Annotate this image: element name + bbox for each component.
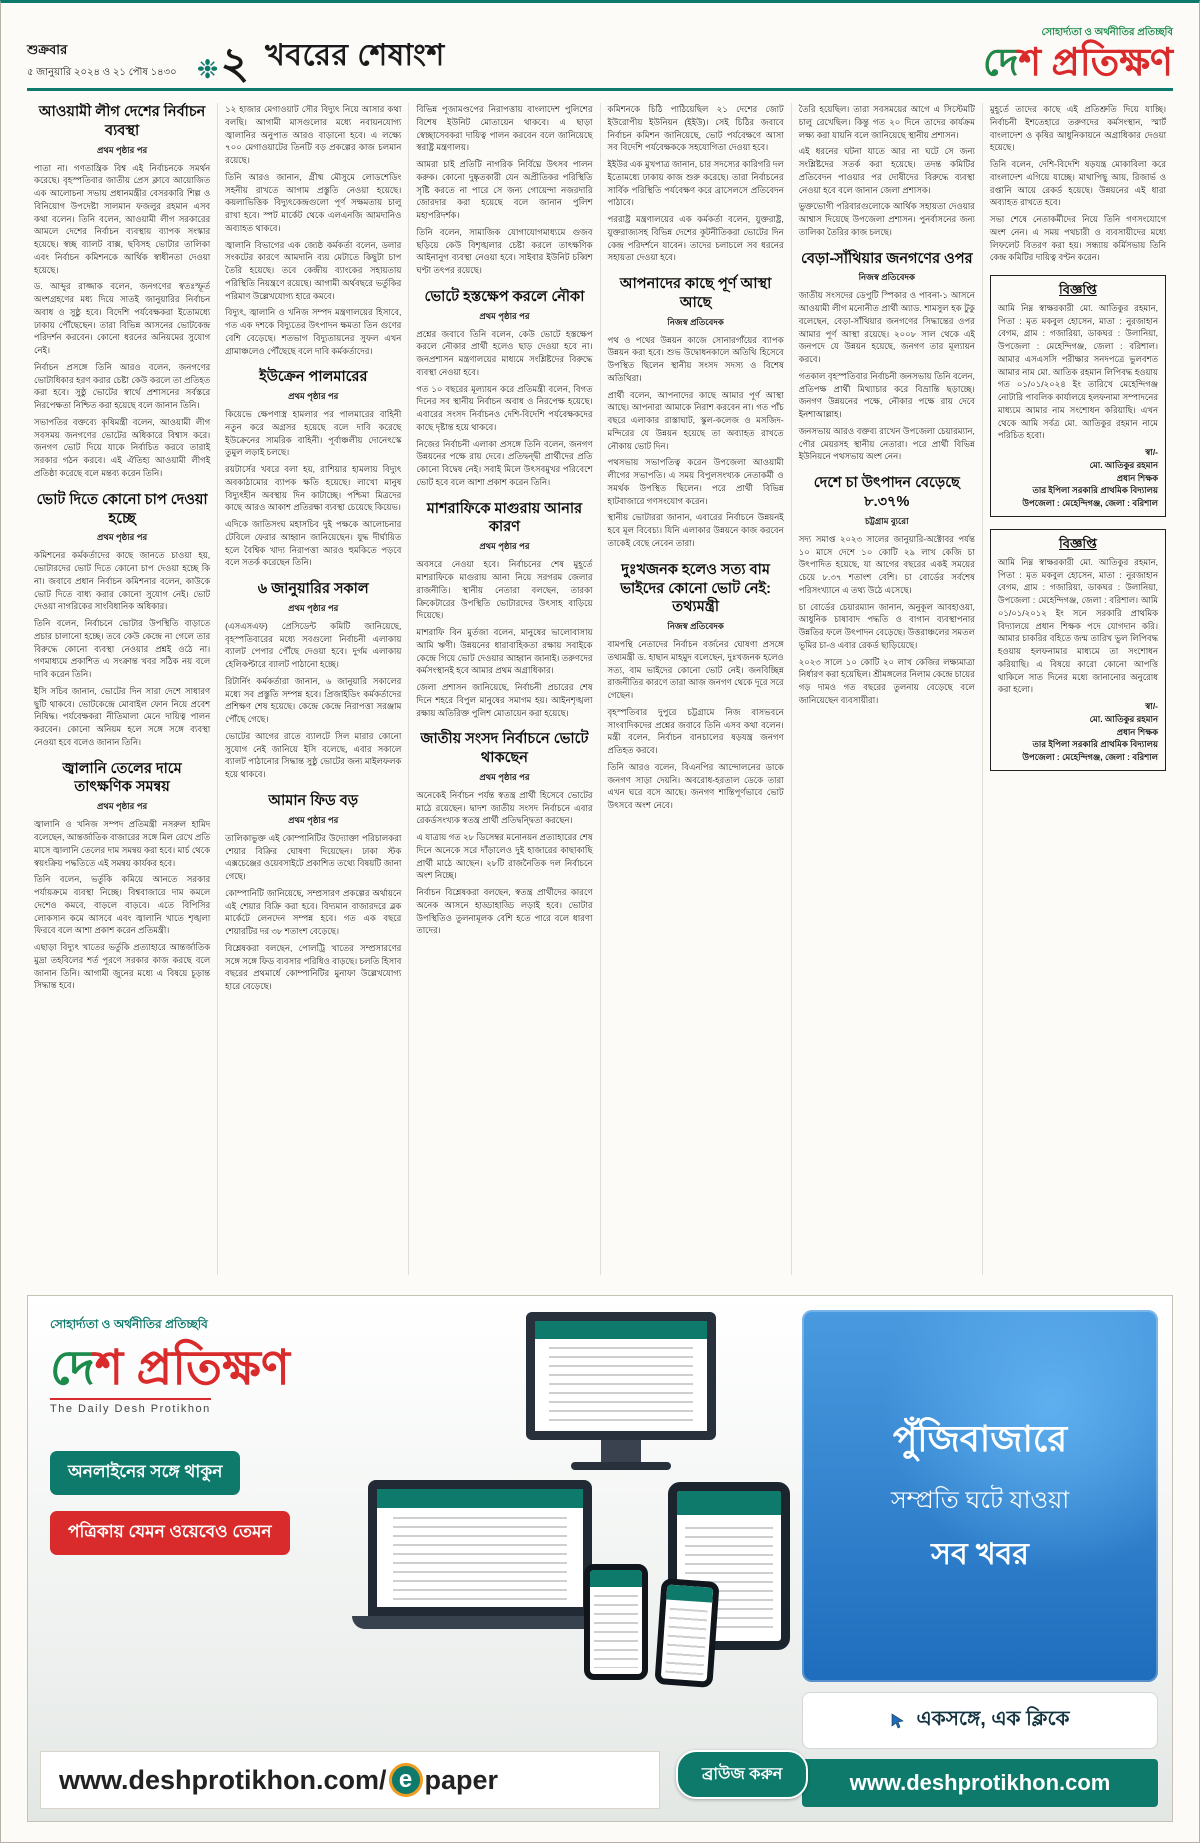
epaper-url (40, 1751, 660, 1809)
columns (27, 103, 1173, 1275)
phone-mockup-1 (584, 1564, 648, 1680)
article-headline: বিজ্ঞপ্তি (1059, 282, 1097, 297)
signature-line: স্বা/- (1145, 447, 1159, 458)
page-number: ২ (220, 38, 250, 88)
signature-line: প্রধান শিক্ষক (1116, 472, 1159, 483)
laptop-base (352, 1616, 608, 1629)
article-paragraph: আমরা চাই প্রতিটি নাগরিক নির্বিঘ্নে উৎসব পালন করুক। কোনো দুষ্কৃতকারী যেন অপ্রীতিকর পরিস্থিতি সৃষ্টি করতে না পারে সে জন্য গোয়েন্দা নজরদারি জোরদার করা হয়েছে বলে জানান পুলিশ মহাপরিদর্শক। (416, 159, 593, 220)
article-paragraph: পথ ও পথের উন্নয়ন কাজে সোনারগাঁয়ের ব্যাপক উন্নয়ন করা হবে। শুভ উদ্বোধনকালে অতিথি হিসেবে উপস্থিত ছিলেন স্থানীয় সংসদ সদস্য ও বিশেষ অতিথিরা। (607, 334, 784, 383)
date-block (27, 41, 177, 82)
article (608, 103, 784, 264)
signature-line: মো. আতিকুর রহমান (1089, 713, 1159, 724)
article-paragraph: তিনি আরও জানান, গ্রীষ্ম মৌসুমে লোডশেডিং সহনীয় রাখতে আগাম প্রস্তুতি নেওয়া হয়েছে। কয়লাভিত্তিক বিদ্যুৎকেন্দ্রগুলো পূর্ণ সক্ষমতায় চালু রাখা হবে। স্পট মার্কেট থেকে এলএনজি আমদানিও অব্যাহত থাকবে। (225, 171, 402, 233)
article (34, 760, 210, 992)
article-kicker: প্রথম পৃষ্ঠার পর (479, 541, 530, 552)
article-headline: ভোটে হস্তক্ষেপ করলে নৌকা (424, 288, 585, 305)
desktop-base (571, 1462, 671, 1470)
article-headline: ভোট দিতে কোনো চাপ দেওয়া হচ্ছে (36, 491, 208, 527)
article-paragraph: বামপন্থি নেতাদের নির্বাচন বর্জনের ঘোষণা প্রসঙ্গে তথ্যমন্ত্রী ড. হাছান মাহমুদ বলেছেন, দুঃখজনক হলেও সত্য, বাম ভাইদের কোনো ভোট নেই। জনবিচ্ছিন্ন রাজনীতির কারণে তারা আজ জনগণ থেকে দূরে সরে গেছেন। (607, 639, 784, 701)
article-headline: দুঃখজনক হলেও সত্য বাম ভাইদের কোনো ভোট নেই: তথ্যমন্ত্রী (620, 561, 771, 616)
article-paragraph: জ্বালানি ও খনিজ সম্পদ প্রতিমন্ত্রী নসরুল হামিদ বলেছেন, আন্তর্জাতিক বাজারের সঙ্গে মিল রেখে প্রতি মাসে জ্বালানি তেলের দাম সমন্বয় করা হবে। মার্চ থেকে স্বয়ংক্রিয় পদ্ধতিতে এই সমন্বয় কার্যকর হবে। (34, 819, 211, 868)
article-paragraph: ভুক্তভোগী পরিবারগুলোকে আর্থিক সহায়তা দেওয়ার আশ্বাস দিয়েছে উপজেলা প্রশাসন। পুনর্বাসনের জন্য তালিকা তৈরির কাজ চলছে। (798, 201, 975, 237)
epaper-url-suffix: paper (424, 1764, 499, 1795)
article-kicker: প্রথম পৃষ্ঠার পর (479, 310, 530, 321)
article-kicker: প্রথম পৃষ্ঠার পর (288, 391, 339, 402)
page-header (27, 25, 1173, 91)
article-paragraph: রিটার্নিং কর্মকর্তারা জানান, ৬ জানুয়ারি সকালের মধ্যে সব প্রস্তুতি সম্পন্ন হবে। প্রিজাইডিং কর্মকর্তাদের প্রশিক্ষণ শেষ হয়েছে। কেন্দ্রে কেন্দ্রে নিরাপত্তা সরঞ্জাম পৌঁছে গেছে। (225, 675, 402, 725)
column-5 (791, 103, 982, 1275)
article-paragraph: বিদ্যুৎ, জ্বালানি ও খনিজ সম্পদ মন্ত্রণালয়ের হিসাবে, গত এক দশকে বিদ্যুতের উৎপাদন ক্ষমতা তিন গুণের বেশি বেড়েছে। শতভাগ বিদ্যুতায়নের সুফল এখন গ্রামাঞ্চলেও পৌঁছেছে বলে দাবি কর্মকর্তাদের। (225, 307, 402, 356)
article-paragraph: এছাড়া বিদ্যুৎ খাতের ভর্তুকি প্রত্যাহারে আন্তর্জাতিক মুদ্রা তহবিলের শর্ত পূরণে সরকার কাজ করছে বলে জানান তিনি। আগামী জুনের মধ্যে এ বিষয়ে চূড়ান্ত সিদ্ধান্ত হবে। (34, 942, 211, 991)
article-kicker: প্রথম পৃষ্ঠার পর (96, 144, 148, 155)
date-label: ৫ জানুয়ারি ২০২৪ ও ২১ পৌষ ১৪৩০ (27, 67, 177, 78)
self-promo-ad (27, 1295, 1173, 1822)
promo-line-1: পুঁজিবাজারে (892, 1417, 1068, 1459)
desktop-mockup (526, 1312, 716, 1440)
article-paragraph: আমি নিম্ন স্বাক্ষরকারী মো. আতিকুর রহমান, পিতা : মৃত মকবুল হোসেন, মাতা : নুরজাহান বেগম, গ্রাম : গজারিয়া, ডাকঘর : উলানিয়া, উপজেলা : মেহেন্দিগঞ্জ, জেলা : বরিশাল। আমার এসএসসি পরীক্ষার সনদপত্রে ভুলবশত আমার নাম মো. আতিক রহমান লিপিবদ্ধ হওয়ায় গত ০১/০১/২০২৪ ইং তারিখে মেহেন্দিগঞ্জ নোটারি পাবলিক কার্যালয়ে হলফনামা সম্পাদনের মাধ্যমে আমার নাম সংশোধন করিয়াছি। এখন থেকে আমি সর্বত্র মো. আতিকুর রহমান নামে পরিচিত হবো। (997, 302, 1159, 441)
ad-printweb-bar: পত্রিকায় যেমন ওয়েবেও তেমন (50, 1511, 290, 1555)
signature-line: তার ইপিলা সরকারি প্রাথমিক বিদ্যালয় (1032, 739, 1159, 750)
article-headline: আপনাদের কাছে পূর্ণ আস্থা আছে (619, 276, 772, 311)
article-paragraph: পররাষ্ট্র মন্ত্রণালয়ের এক কর্মকর্তা বলেন, যুক্তরাষ্ট্র, যুক্তরাজ্যসহ বিভিন্ন দেশের কূটনীতিকরা ভোটের দিন কেন্দ্র পরিদর্শনে যাবেন। তাদের চলাচলে সব ধরনের সহায়তা দেওয়া হবে। (607, 214, 784, 263)
article-paragraph: প্রশ্নের জবাবে তিনি বলেন, কেউ ভোটে হস্তক্ষেপ করলে নৌকার প্রার্থী হলেও ছাড় দেওয়া হবে না। জনপ্রশাসন মন্ত্রণালয়ের মাধ্যমে সংশ্লিষ্টদের বিরুদ্ধে ব্যবস্থা নেওয়া হবে। (416, 328, 593, 377)
article-paragraph: তিনি বলেন, নির্বাচনে ভোটার উপস্থিতি বাড়াতে প্রচার চালানো হচ্ছে। তবে কেউ কেন্দ্রে না গেলে তার বিরুদ্ধে কোনো ব্যবস্থা নেওয়ার প্রশ্নই ওঠে না। গণমাধ্যমে প্রকাশিত এ সংক্রান্ত খবর সঠিক নয় বলে দাবি করেন তিনি। (34, 618, 211, 680)
article-paragraph: তিনি বলেন, ভর্তুকি কমিয়ে আনতে সরকার পর্যায়ক্রমে ব্যবস্থা নিচ্ছে। বিশ্ববাজারে দাম কমলে দেশেও কমবে, বাড়লে বাড়বে। এতে বিপিসির লোকসান কমে আসবে এবং জ্বালানি খাতে শৃঙ্খলা ফিরবে বলে আশা প্রকাশ করেন প্রতিমন্ত্রী। (34, 874, 211, 936)
article (416, 500, 592, 720)
site-url: www.deshprotikhon.com (802, 1759, 1158, 1807)
article (34, 491, 210, 749)
article-paragraph: সভাপতির বক্তব্যে কৃষিমন্ত্রী বলেন, আওয়ামী লীগ সবসময় জনগণের ভোটের অধিকারে বিশ্বাস করে। জনগণ ভোট দিয়ে যাকে নির্বাচিত করবে তারাই সরকার গঠন করবে। এই ঐতিহ্য আওয়ামী লীগই প্রতিষ্ঠা করেছে বলে মন্তব্য করেন তিনি। (34, 416, 211, 478)
article-paragraph: এ যাত্রায় গত ২৮ ডিসেম্বর মনোনয়ন প্রত্যাহারের শেষ দিনে অনেকে সরে দাঁড়ালেও দুই হাজারের কাছাকাছি প্রার্থী মাঠে আছেন। ২৮টি রাজনৈতিক দল নির্বাচনে অংশ নিচ্ছে। (416, 832, 593, 881)
article-paragraph: অনেকেই নির্বাচন পর্যন্ত স্বতন্ত্র প্রার্থী হিসেবে ভোটের মাঠে রয়েছেন। দ্বাদশ জাতীয় সংসদ নির্বাচনে এবার রেকর্ডসংখ্যক স্বতন্ত্র প্রার্থী প্রতিদ্বন্দ্বিতা করছেন। (416, 789, 593, 826)
article (799, 474, 975, 706)
column-4 (600, 103, 791, 1275)
article (990, 103, 1166, 264)
article (416, 288, 592, 489)
promo-line-2: সম্প্রতি ঘটে যাওয়া (890, 1486, 1070, 1514)
article-headline: জ্বালানি তেলের দামে তাৎক্ষণিক সমন্বয় (62, 760, 182, 796)
laptop-mockup (368, 1480, 592, 1616)
article-kicker: প্রথম পৃষ্ঠার পর (288, 814, 339, 825)
article-headline: জাতীয় সংসদ নির্বাচনে ভোটে থাকছেন (420, 731, 589, 767)
article (225, 580, 401, 781)
masthead-tagline: সোহার্দ্যতা ও অর্থনীতির প্রতিচ্ছবি (1041, 27, 1173, 38)
cursor-icon (890, 1713, 906, 1729)
section-title: খবরের শেষাংশ (265, 39, 445, 72)
device-mockups (368, 1312, 808, 1712)
article-paragraph: তালিকাভুক্ত এই কোম্পানিটির উদ্যোক্তা পরিচালকরা শেয়ার বিক্রির ঘোষণা দিয়েছেন। ঢাকা স্টক এক্সচেঞ্জের ওয়েবসাইটে প্রকাশিত তথ্যে বিষয়টি জানা গেছে। (225, 832, 402, 882)
article-paragraph: প্রার্থী বলেন, আপনাদের কাছে আমার পূর্ণ আস্থা আছে। আপনারা আমাকে নিরাশ করবেন না। গত পাঁচ বছরে এলাকার রাস্তাঘাট, স্কুল-কলেজ ও মসজিদ-মন্দিরের যে উন্নয়ন হয়েছে তা অব্যাহত রাখতে নৌকায় ভোট দিন। (607, 389, 784, 451)
masthead-title: দেশ প্রতিক্ষণ (983, 42, 1173, 84)
article-headline: বেড়া-সাঁথিয়ার জনগণের ওপর (800, 250, 973, 267)
article-paragraph: জ্বালানি বিভাগের এক জ্যেষ্ঠ কর্মকর্তা বলেন, ডলার সংকটের কারণে আমদানি ব্যয় মেটাতে কিছুটা চাপ তৈরি হয়েছে। তবে কেন্দ্রীয় ব্যাংকের সহায়তায় পরিস্থিতি নিয়ন্ত্রণে রয়েছে। আগামী অর্থবছরে ভর্তুকির পরিমাণ উল্লেখযোগ্য হারে কমবে। (225, 239, 402, 301)
article-paragraph: বিশ্লেষকরা বলছেন, পোলট্রি খাতের সম্প্রসারণের সঙ্গে সঙ্গে ফিড ব্যবসার পরিধিও বাড়ছে। চলতি হিসাব বছরের প্রথমার্ধে কোম্পানিটির মুনাফা উল্লেখযোগ্য হারে বেড়েছে। (225, 942, 402, 992)
article-paragraph: অবসরে নেওয়া হবে। নির্বাচনের শেষ মুহূর্তে মাশরাফিকে মাগুরায় আনা নিয়ে সরগরম জেলার রাজনীতি। স্থানীয় নেতারা বলছেন, তারকা ক্রিকেটারের উপস্থিতি ভোটারদের উৎসাহ বাড়িয়ে দিয়েছে। (416, 559, 593, 621)
one-click-bar (802, 1692, 1158, 1749)
weekday-label: শুক্রবার (27, 42, 68, 57)
article-paragraph: গত ১০ বছরের মূল্যায়ন করে প্রতিমন্ত্রী বলেন, বিগত দিনের সব স্থানীয় নির্বাচন অবাধ ও নিরপেক্ষ হয়েছে। এবারের সংসদ নির্বাচনও দেশি-বিদেশি পর্যবেক্ষকদের কাছে দৃষ্টান্ত হয়ে থাকবে। (416, 383, 593, 432)
notice-box (990, 529, 1166, 771)
article-headline: ইউক্রেন পালমারের (259, 369, 368, 386)
article-paragraph: ২০২৩ সালে ১০ কোটি ২০ লাখ কেজির লক্ষ্যমাত্রা নির্ধারণ করা হয়েছিল। শ্রীমঙ্গলের নিলাম কেন্দ্রে চায়ের গড় দামও গত বছরের তুলনায় বেড়েছে বলে জানিয়েছেন ব্যবসায়ীরা। (798, 656, 975, 705)
article-paragraph: ইইউর এক মুখপাত্র জানান, চার সদস্যের কারিগরি দল ইতোমধ্যে ঢাকায় কাজ শুরু করেছে। তারা নির্বাচনের সার্বিক পরিস্থিতি পর্যবেক্ষণ করে ব্রাসেলসে প্রতিবেদন পাঠাবে। (607, 159, 784, 208)
page-number-badge (196, 38, 250, 88)
article (225, 368, 401, 569)
article-paragraph: ভোটের আগের রাতে ব্যালটে সিল মারার কোনো সুযোগ নেই জানিয়ে ইসি বলেছে, এবার সকালে ব্যালট পাঠানোর সিদ্ধান্ত সুষ্ঠু ভোটের জন্য মাইলফলক হয়ে থাকবে। (225, 730, 402, 780)
article-paragraph: জনসভায় আরও বক্তব্য রাখেন উপজেলা চেয়ারম্যান, পৌর মেয়রসহ স্থানীয় নেতারা। পরে প্রার্থী বিভিন্ন ইউনিয়নে পথসভায় অংশ নেন। (798, 425, 975, 462)
article-paragraph: তিনি আরও বলেন, বিএনপির আন্দোলনের ডাকে জনগণ সাড়া দেয়নি। অবরোধ-হরতাল ডেকে তারা এখন ঘরে বসে আছে। জনগণ শান্তিপূর্ণভাবে ভোট উৎসবে অংশ নেবে। (607, 761, 784, 811)
article-paragraph: এই ধরনের ঘটনা যাতে আর না ঘটে সে জন্য সংশ্লিষ্টদের সতর্ক করা হয়েছে। তদন্ত কমিটির প্রতিবেদন পাওয়ার পর দোষীদের বিরুদ্ধে ব্যবস্থা নেওয়া হবে বলে জানান জেলা প্রশাসক। (798, 146, 975, 195)
article (799, 103, 975, 239)
article-paragraph: (এসএসএফ) প্রেসিডেন্ট কমিটি জানিয়েছে, বৃহস্পতিবারের মধ্যে সবগুলো নির্বাচনী এলাকায় ব্যালট পেপার পৌঁছে দেওয়া হবে। দুর্গম এলাকায় হেলিকপ্টারে ব্যালট পাঠানো হচ্ছে। (225, 620, 402, 670)
article (34, 103, 210, 480)
signature-line: উপজেলা : মেহেন্দিগঞ্জ, জেলা : বরিশাল (1022, 498, 1159, 509)
column-3 (408, 103, 599, 1275)
epaper-e-logo-icon: e (389, 1763, 423, 1797)
article-byline: নিজস্ব প্রতিবেদক (858, 272, 915, 283)
browse-button: ব্রাউজ করুন (676, 1750, 808, 1799)
article-paragraph: কিয়েভে ক্ষেপণাস্ত্র হামলার পর পালমারের বাহিনী নতুন করে অগ্রসর হয়েছে বলে দাবি করেছে ইউক্রেনের সামরিক বাহিনী। পূর্বাঞ্চলীয় দোনেৎস্কে তুমুল লড়াই চলছে। (225, 409, 402, 458)
article (608, 275, 784, 550)
article-paragraph: নির্বাচন প্রসঙ্গে তিনি আরও বলেন, জনগণের ভোটাধিকার হরণ করার চেষ্টা কেউ করলে তা প্রতিহত করা হবে। সুষ্ঠু ভোটের স্বার্থে প্রশাসনের সর্বস্তরে নিরপেক্ষতা নিশ্চিত করা হয়েছে বলে জানান তিনি। (34, 361, 211, 411)
promo-line-3: সব খবর (931, 1537, 1029, 1571)
masthead (983, 25, 1173, 82)
article-paragraph: জেলা প্রশাসন জানিয়েছে, নির্বাচনী প্রচারের শেষ দিনে শহরে বিপুল মানুষের সমাগম হয়। আইনশৃঙ্খলা রক্ষায় অতিরিক্ত পুলিশ মোতায়েন করা হয়েছে। (416, 682, 593, 718)
ad-online-bar: অনলাইনের সঙ্গে থাকুন (50, 1451, 240, 1495)
article-paragraph: নির্বাচন বিশ্লেষকরা বলছেন, স্বতন্ত্র প্রার্থীদের কারণে অনেক আসনে হাড্ডাহাড্ডি লড়াই হবে। ভোটার উপস্থিতিও তুলনামূলক বেশি হতে পারে বলে ধারণা তাদের। (416, 887, 593, 936)
signature-line: উপজেলা : মেহেন্দিগঞ্জ, জেলা : বরিশাল (1022, 752, 1159, 763)
article-paragraph: চা বোর্ডের চেয়ারম্যান জানান, অনুকূল আবহাওয়া, আধুনিক চাষাবাদ পদ্ধতি ও বাগান ব্যবস্থাপনার উন্নতির ফলে উৎপাদন বেড়েছে। উত্তরাঞ্চলের সমতল ভূমির চা-ও এবার রেকর্ড ছাড়িয়েছে। (798, 601, 975, 650)
article-paragraph: জাতীয় সংসদের ডেপুটি স্পিকার ও পাবনা-১ আসনে আওয়ামী লীগ মনোনীত প্রার্থী অ্যাড. শামসুল হক টুকু বলেছেন, বেড়া-সাঁথিয়ার জনগণের সিদ্ধান্তের ওপর আমার পূর্ণ আস্থা রয়েছে। ২০০৮ সাল থেকে এই জনপদে যে উন্নয়ন হয়েছে, জনগণ তার মূল্যায়ন করবে। (798, 290, 975, 365)
ad-right-block (802, 1310, 1158, 1807)
one-click-label: একসঙ্গে, এক ক্লিকে (916, 1708, 1070, 1730)
article-byline: নিজস্ব প্রতিবেদক (667, 621, 724, 632)
article-byline: চট্টগ্রাম ব্যুরো (864, 515, 909, 526)
article (608, 561, 784, 812)
rosette-icon: ❉ (196, 54, 219, 84)
stock-news-promo (802, 1310, 1158, 1682)
article-kicker: প্রথম পৃষ্ঠার পর (96, 801, 148, 812)
ad-logo-title: দেশ প্রতিক্ষণ (50, 1342, 290, 1395)
article-paragraph: কোম্পানিটি জানিয়েছে, সম্প্রসারণ প্রকল্পের অর্থায়নে এই শেয়ার বিক্রি করা হবে। বিদ্যমান বাজারদরে ব্লক মার্কেটে লেনদেন সম্পন্ন হবে। গত এক বছরে শেয়ারটির দর ৩৮ শতাংশ বেড়েছে। (225, 887, 402, 937)
ad-tagline: সোহার্দ্যতা ও অর্থনীতির প্রতিচ্ছবি (50, 1317, 208, 1331)
article-paragraph: তৈরি হয়েছিল। তারা সবসময়ের আগে এ সিস্টেমটি চালু রেখেছিল। কিন্তু গত ২০ দিনে তাদের কার্যক্রম লক্ষ্য করা যায়নি বলে জানিয়েছে স্থানীয় প্রশাসন। (798, 104, 975, 140)
article-kicker: প্রথম পৃষ্ঠার পর (479, 771, 530, 782)
signature-line: তার ইপিলা সরকারি প্রাথমিক বিদ্যালয় (1032, 485, 1159, 496)
ad-left-block (50, 1316, 350, 1555)
article-byline: নিজস্ব প্রতিবেদক (667, 316, 724, 327)
article-paragraph: পাতা না। গণতান্ত্রিক বিশ্ব এই নির্বাচনকে সমর্থন করেছে। বৃহস্পতিবার জাতীয় প্রেস ক্লাবে আয়োজিত এক আলোচনা সভায় প্রধানমন্ত্রীর বেসরকারি শিল্প ও বিনিয়োগ উপদেষ্টা সালমান ফজলুর রহমান এসব কথা বলেন। তিনি বলেন, আওয়ামী লীগ সরকারের আমলে দেশের নির্বাচন ব্যবস্থায় ব্যাপক সংস্কার হয়েছে। স্বচ্ছ ব্যালট বাক্স, ছবিসহ ভোটার তালিকা এবং নির্বাচন কমিশনকে আর্থিক স্বাধীনতা দেওয়া হয়েছে। (34, 162, 211, 275)
article-paragraph: পথসভায় সভাপতিত্ব করেন উপজেলা আওয়ামী লীগের সভাপতি। এ সময় বিপুলসংখ্যক নেতাকর্মী ও সমর্থক উপস্থিত ছিলেন। পরে প্রার্থী বিভিন্ন হাটবাজারে গণসংযোগ করেন। (607, 457, 784, 506)
article-kicker: প্রথম পৃষ্ঠার পর (96, 532, 148, 543)
article-paragraph: আমি নিম্ন স্বাক্ষরকারী মো. আতিকুর রহমান, পিতা : মৃত মকবুল হোসেন, মাতা : নুরজাহান বেগম, গ্রাম : গজারিয়া, ডাকঘর : উলানিয়া, উপজেলা : মেহেন্দিগঞ্জ, জেলা : বরিশাল। আমি ০১/০১/২০১২ ইং সনে সরকারি প্রাথমিক বিদ্যালয়ে প্রধান শিক্ষক পদে যোগদান করি। আমার চাকরির বহিতে জন্ম তারিখ ভুল লিপিবদ্ধ হওয়ায় হলফনামার মাধ্যমে তা সংশোধন করিয়াছি। এ বিষয়ে কারো কোনো আপত্তি থাকিলে সাত দিনের মধ্যে জানানোর অনুরোধ করা হলো। (997, 556, 1159, 695)
signature-line: স্বা/- (1145, 701, 1159, 712)
article (799, 250, 975, 464)
article-headline: ৬ জানুয়ারির সকাল (257, 581, 369, 598)
article-headline: মাশরাফিকে মাগুরায় আনার কারণ (426, 500, 583, 536)
article-paragraph: তিনি বলেন, দেশি-বিদেশি ষড়যন্ত্র মোকাবিলা করে বাংলাদেশ এগিয়ে যাচ্ছে। মাথাপিছু আয়, রিজার্ভ ও রপ্তানি আয়ে রেকর্ড হয়েছে। উন্নয়নের এই ধারা অব্যাহত রাখতে হবে। (989, 159, 1167, 208)
article-headline: আমান ফিড বড় (268, 792, 359, 809)
ad-logo-subtitle: The Daily Desh Protikhon (50, 1398, 211, 1415)
article-kicker: প্রথম পৃষ্ঠার পর (288, 602, 339, 613)
article-paragraph: বিভিন্ন পূজামণ্ডপের নিরাপত্তায় বাংলাদেশ পুলিশের বিশেষ ইউনিট মোতায়েন থাকবে। এ ছাড়া স্বেচ্ছাসেবকরা দায়িত্ব পালন করবেন বলে জানিয়েছে স্বরাষ্ট্র মন্ত্রণালয়। (416, 104, 593, 153)
article-paragraph: সভা শেষে নেতাকর্মীদের নিয়ে তিনি গণসংযোগে অংশ নেন। এ সময় পথচারী ও ব্যবসায়ীদের মধ্যে লিফলেট বিতরণ করা হয়। সন্ধ্যায় কর্মিসভায় তিনি কেন্দ্র কমিটির দায়িত্ব বণ্টন করেন। (989, 214, 1167, 263)
signature-line: প্রধান শিক্ষক (1116, 726, 1159, 737)
phone-mockup-2 (654, 1578, 719, 1688)
column-2 (217, 103, 408, 1275)
article-paragraph: স্থানীয় ভোটাররা জানান, এবারের নির্বাচনে উন্নয়নই হবে মূল বিবেচ্য। যিনি এলাকার উন্নয়নে কাজ করবেন তাকেই বেছে নেবেন তারা। (607, 512, 784, 548)
article-paragraph: মাশরাফি বিন মুর্তজা বলেন, মানুষের ভালোবাসায় আমি ঋণী। উন্নয়নের ধারাবাহিকতা রক্ষায় সবাইকে কেন্দ্রে গিয়ে ভোট দেওয়ার আহ্বান জানাই। তরুণদের কর্মসংস্থানই হবে আমার প্রথম অগ্রাধিকার। (416, 627, 593, 676)
article (416, 103, 592, 277)
desktop-stand (601, 1440, 641, 1462)
article-paragraph: ড. আব্দুর রাজ্জাক বলেন, জনগণের স্বতঃস্ফূর্ত অংশগ্রহণের মধ্য দিয়ে সাতই জানুয়ারির নির্বাচন অবাধ ও সুষ্ঠু হবে। বিদেশি পর্যবেক্ষকরা ইতোমধ্যে ঢাকায় পৌঁছেছেন। তারা বিভিন্ন আসনের ভোটকেন্দ্র পরিদর্শন করবেন। কোনো ধরনের অনিয়মের সুযোগ নেই। (34, 281, 211, 356)
article-paragraph: কমিশনের কর্মকর্তাদের কাছে জানতে চাওয়া হয়, ভোটারদের ভোট দিতে কোনো চাপ দেওয়া হচ্ছে কি না। জবাবে প্রধান নির্বাচন কমিশনার বলেন, কাউকে ভোট দিতে বাধ্য করার কোনো সুযোগ নেই। ভোট দেওয়া নাগরিকের সাংবিধানিক অধিকার। (34, 550, 211, 612)
article (225, 792, 401, 993)
article-paragraph: রয়টার্সের খবরে বলা হয়, রাশিয়ার হামলায় বিদ্যুৎ অবকাঠামোর ব্যাপক ক্ষতি হয়েছে। লাখো মানুষ বিদ্যুৎহীন অবস্থায় দিন কাটাচ্ছে। পশ্চিমা মিত্রদের কাছে আরও আকাশ প্রতিরক্ষা ব্যবস্থা চেয়েছে কিয়েভ। (225, 464, 402, 513)
article-headline: দেশে চা উৎপাদন বেড়েছে ৮.৩৭% (813, 475, 960, 510)
column-1 (27, 103, 217, 1275)
article-headline: আওয়ামী লীগ দেশের নির্বাচন ব্যবস্থা (38, 104, 206, 139)
article-paragraph: ১২ হাজার মেগাওয়াট সৌর বিদ্যুৎ নিয়ে আসার কথা বলছি। আগামী মাসগুলোর মধ্যে নবায়নযোগ্য জ্বালানির অনুপাত আরও বাড়ানো হবে। এ লক্ষ্যে ৭০০ মেগাওয়াটের তিনটি বড় প্রকল্পের কাজ চলমান রয়েছে। (225, 104, 402, 165)
column-6 (982, 103, 1173, 1275)
article (416, 730, 592, 937)
article-paragraph: ইসি সচিব জানান, ভোটের দিন সারা দেশে সাধারণ ছুটি থাকবে। ভোটকেন্দ্রে মোবাইল ফোন নিয়ে প্রবেশ নিষিদ্ধ। পর্যবেক্ষকরা নীতিমালা মেনে দায়িত্ব পালন করবেন। কোনো অনিয়ম হলে সঙ্গে সঙ্গে ব্যবস্থা নেওয়া হবে বলেও জানান তিনি। (34, 685, 211, 747)
article-paragraph: নিজের নির্বাচনী এলাকা প্রসঙ্গে তিনি বলেন, জনগণ উন্নয়নের পক্ষে রায় দেবে। প্রতিদ্বন্দ্বী প্রার্থীদের প্রতি কোনো বিদ্বেষ নেই। সবাই মিলে উৎসবমুখর পরিবেশে ভোট হবে বলে আশা প্রকাশ করেন তিনি। (416, 438, 593, 487)
article-paragraph: মুহূর্তে তাদের কাছে এই প্রতিশ্রুতি দিয়ে যাচ্ছি। নির্বাচনী ইশতেহারে তরুণদের কর্মসংস্থান, স্মার্ট বাংলাদেশ ও কৃষির আধুনিকায়নে অগ্রাধিকার দেওয়া হয়েছে। (989, 104, 1167, 153)
notice-box (990, 275, 1166, 517)
signature-line: মো. আতিকুর রহমান (1089, 459, 1159, 470)
epaper-url-prefix: www.deshprotikhon.com/ (59, 1764, 387, 1795)
article-paragraph: এদিকে জাতিসংঘ মহাসচিব দুই পক্ষকে আলোচনার টেবিলে ফেরার আহ্বান জানিয়েছেন। যুদ্ধ দীর্ঘায়িত হলে বৈশ্বিক খাদ্য নিরাপত্তা আরও হুমকিতে পড়বে বলে সতর্ক করেছেন তিনি। (225, 519, 402, 568)
article-paragraph: সদ্য সমাপ্ত ২০২৩ সালের জানুয়ারি-অক্টোবর পর্যন্ত ১০ মাসে দেশে ১০ কোটি ২৯ লাখ কেজি চা উৎপাদিত হয়েছে, যা আগের বছরের একই সময়ের চেয়ে ৮.৩৭ শতাংশ বেশি। চা বোর্ডের সর্বশেষ পরিসংখ্যানে এ তথ্য উঠে এসেছে। (798, 533, 975, 595)
article-headline: বিজ্ঞপ্তি (1059, 535, 1097, 551)
article-paragraph: বৃহস্পতিবার দুপুরে চট্টগ্রামে নিজ বাসভবনে সাংবাদিকদের প্রশ্নের জবাবে তিনি এসব কথা বলেন। মন্ত্রী বলেন, নির্বাচন বানচালের ষড়যন্ত্র জনগণ প্রতিহত করবে। (607, 706, 784, 756)
article-paragraph: তিনি বলেন, সামাজিক যোগাযোগমাধ্যমে গুজব ছড়িয়ে কেউ বিশৃঙ্খলার চেষ্টা করলে তাৎক্ষণিক আইনানুগ ব্যবস্থা নেওয়া হবে। সাইবার ইউনিট চব্বিশ ঘণ্টা তৎপর রয়েছে। (416, 226, 593, 275)
article-paragraph: কমিশনকে চিঠি পাঠিয়েছিল ২১ দেশের জোট ইউরোপীয় ইউনিয়ন (ইইউ)। সেই চিঠির জবাবে নির্বাচন কমিশন জানিয়েছে, ভোট পর্যবেক্ষণে আসা সব বিদেশি পর্যবেক্ষককে সহযোগিতা দেওয়া হবে। (607, 104, 784, 153)
article-paragraph: গতকাল বৃহস্পতিবার নির্বাচনী জনসভায় তিনি বলেন, প্রতিপক্ষ প্রার্থী মিথ্যাচার করে বিভ্রান্তি ছড়াচ্ছে। জনগণ উন্নয়নের পক্ষে, নৌকার পক্ষে রায় দেবে ইনশাআল্লাহ। (798, 370, 975, 420)
article (225, 103, 401, 357)
